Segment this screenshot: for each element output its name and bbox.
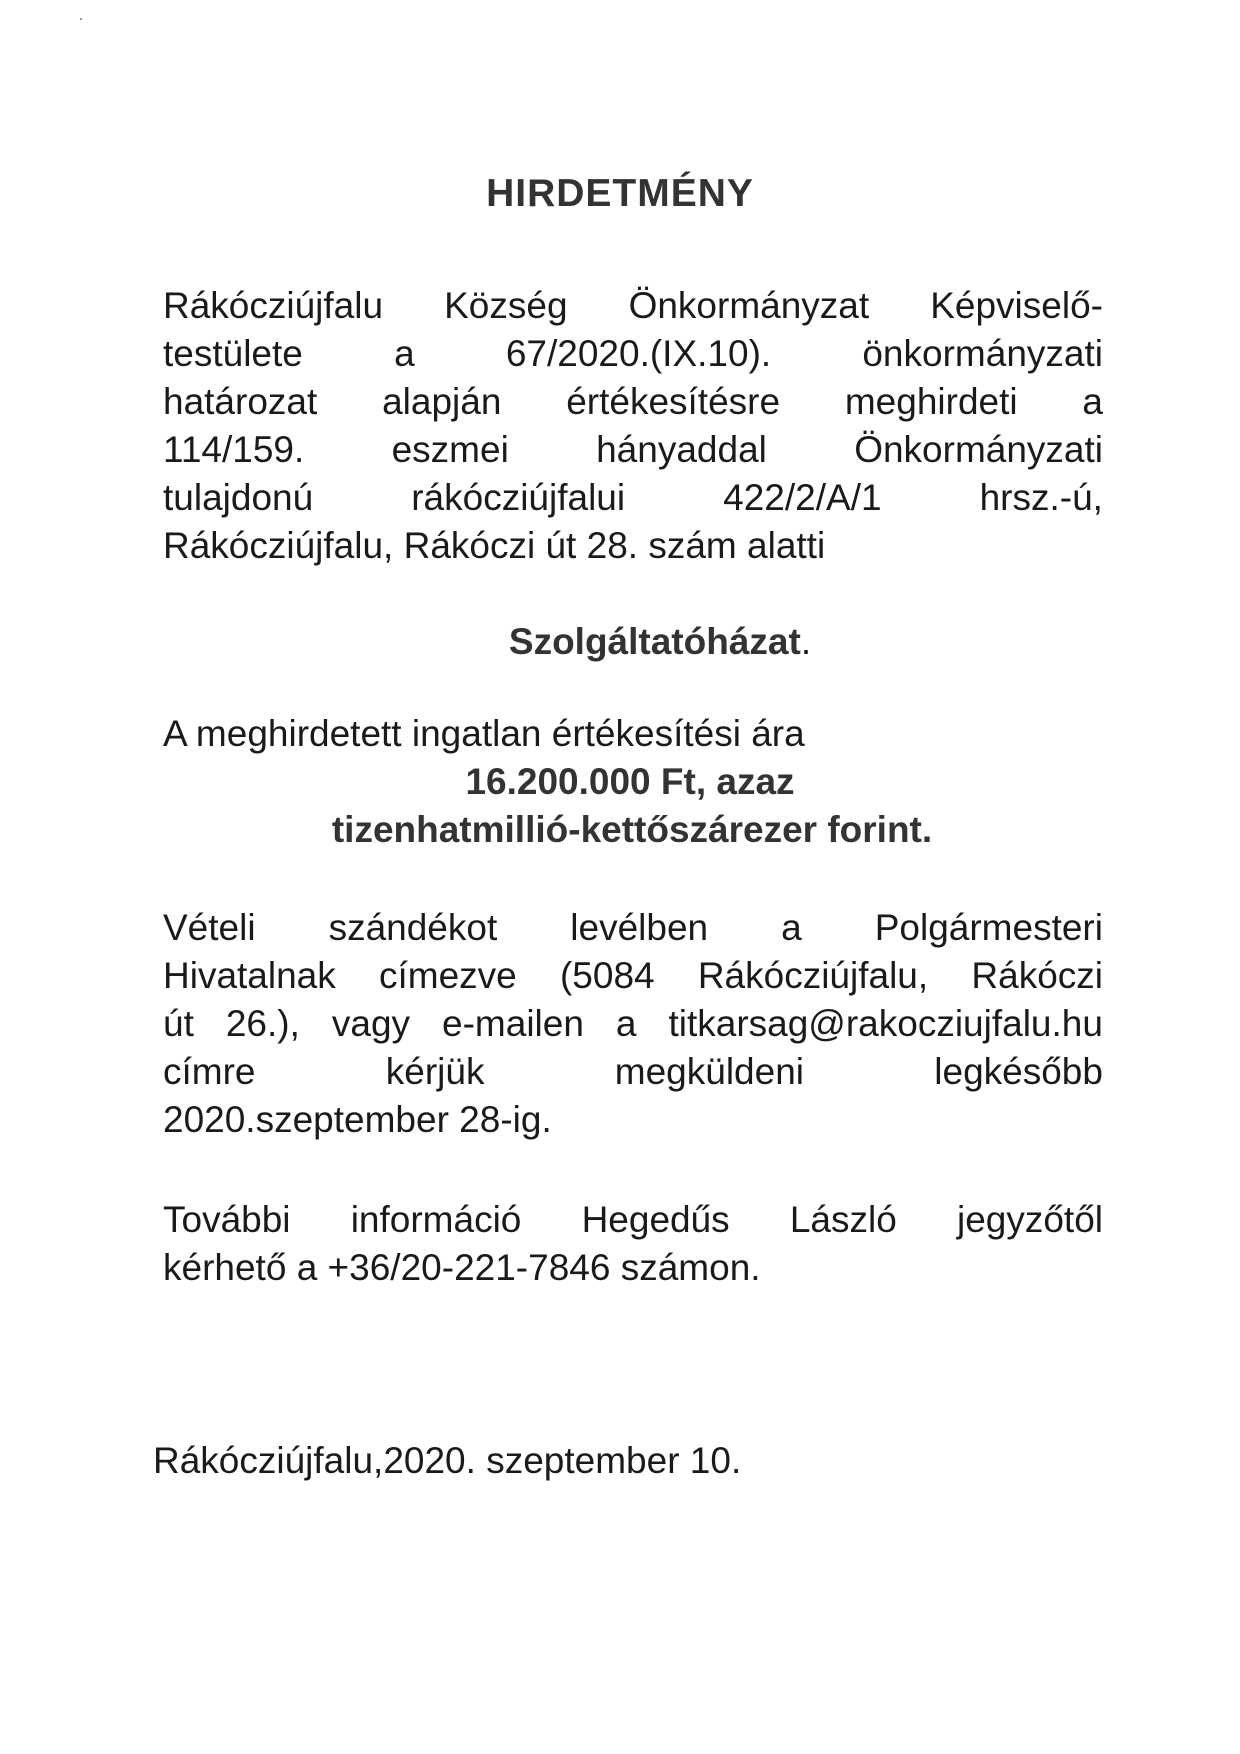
word: testülete	[163, 333, 303, 374]
contact-deadline: 2020.szeptember 28-ig.	[163, 1099, 552, 1140]
word: 26.),	[225, 1003, 300, 1044]
word: megküldeni	[614, 1051, 804, 1092]
word: Képviselő-	[930, 285, 1103, 326]
word: címre	[163, 1051, 256, 1092]
word: hrsz.-ú,	[979, 477, 1103, 518]
price-intro-line: A meghirdetett ingatlan értékesítési ára	[163, 713, 805, 754]
word: szándékot	[328, 907, 498, 948]
contact-line-3	[163, 1000, 1103, 1048]
word: hányaddal	[596, 429, 767, 470]
property-name	[40, 618, 1240, 666]
info-phone-line: kérhető a +36/20-221-7846 számon.	[163, 1247, 761, 1288]
word: e-mailen	[442, 1003, 584, 1044]
word: a	[1082, 381, 1103, 422]
word: Polgármesteri	[874, 907, 1103, 948]
word: információ	[350, 1199, 522, 1240]
word: 67/2020.(IX.10).	[505, 333, 772, 374]
intro-paragraph	[163, 282, 1103, 570]
document-date: Rákócziújfalu,2020. szeptember 10.	[153, 1440, 742, 1481]
word: Rákócziújfalu,	[697, 955, 929, 996]
info-line-1	[163, 1196, 1103, 1244]
word: a	[615, 1003, 637, 1044]
word: 114/159.	[163, 429, 305, 470]
email-address: titkarsag@rakocziujfalu.hu	[668, 1003, 1103, 1044]
word: címezve	[378, 955, 517, 996]
price-amount: 16.200.000 Ft, azaz	[465, 761, 795, 802]
word: Vételi	[163, 907, 256, 948]
contact-paragraph	[163, 904, 1103, 1144]
info-paragraph	[163, 1196, 1103, 1292]
word: a	[781, 907, 802, 948]
price-in-words: tizenhatmillió-kettőszárezer forint.	[331, 809, 933, 850]
scan-artifact	[80, 18, 82, 20]
intro-line-2	[163, 330, 1103, 378]
contact-line-4	[163, 1048, 1103, 1096]
word: Hivatalnak	[163, 955, 336, 996]
word: 422/2/A/1	[723, 477, 882, 518]
word: Hegedűs	[581, 1199, 730, 1240]
contact-line-1	[163, 904, 1103, 952]
document-title: HIRDETMÉNY	[486, 172, 754, 215]
word: meghirdeti	[844, 381, 1018, 422]
word: Rákócziújfalu	[163, 285, 384, 326]
word: vagy	[331, 1003, 411, 1044]
word: Rákóczi	[971, 955, 1103, 996]
word: Önkormányzat	[628, 285, 870, 326]
word: tulajdonú	[163, 477, 314, 518]
contact-line-2	[163, 952, 1103, 1000]
word: alapján	[382, 381, 502, 422]
word: jegyzőtől	[956, 1199, 1103, 1240]
word: út	[163, 1003, 194, 1044]
intro-line-3	[163, 378, 1103, 426]
word: határozat	[163, 381, 318, 422]
word: Önkormányzati	[854, 429, 1103, 470]
word: Község	[444, 285, 568, 326]
property-name-text: Szolgáltatóházat	[508, 621, 801, 662]
word: értékesítésre	[566, 381, 781, 422]
property-name-dot: .	[800, 621, 812, 662]
word: kérjük	[385, 1051, 485, 1092]
word: László	[789, 1199, 897, 1240]
word: levélben	[570, 907, 709, 948]
word: önkormányzati	[862, 333, 1103, 374]
word: További	[163, 1199, 291, 1240]
intro-line-5	[163, 474, 1103, 522]
intro-line-1	[163, 282, 1103, 330]
word: legkésőbb	[934, 1051, 1103, 1092]
word: eszmei	[391, 429, 509, 470]
word: (5084	[559, 955, 655, 996]
intro-line-4	[163, 426, 1103, 474]
word: a	[394, 333, 415, 374]
price-intro	[163, 710, 1103, 758]
word: rákócziújfalui	[411, 477, 626, 518]
intro-line-6: Rákócziújfalu, Rákóczi út 28. szám alatti	[163, 525, 826, 566]
